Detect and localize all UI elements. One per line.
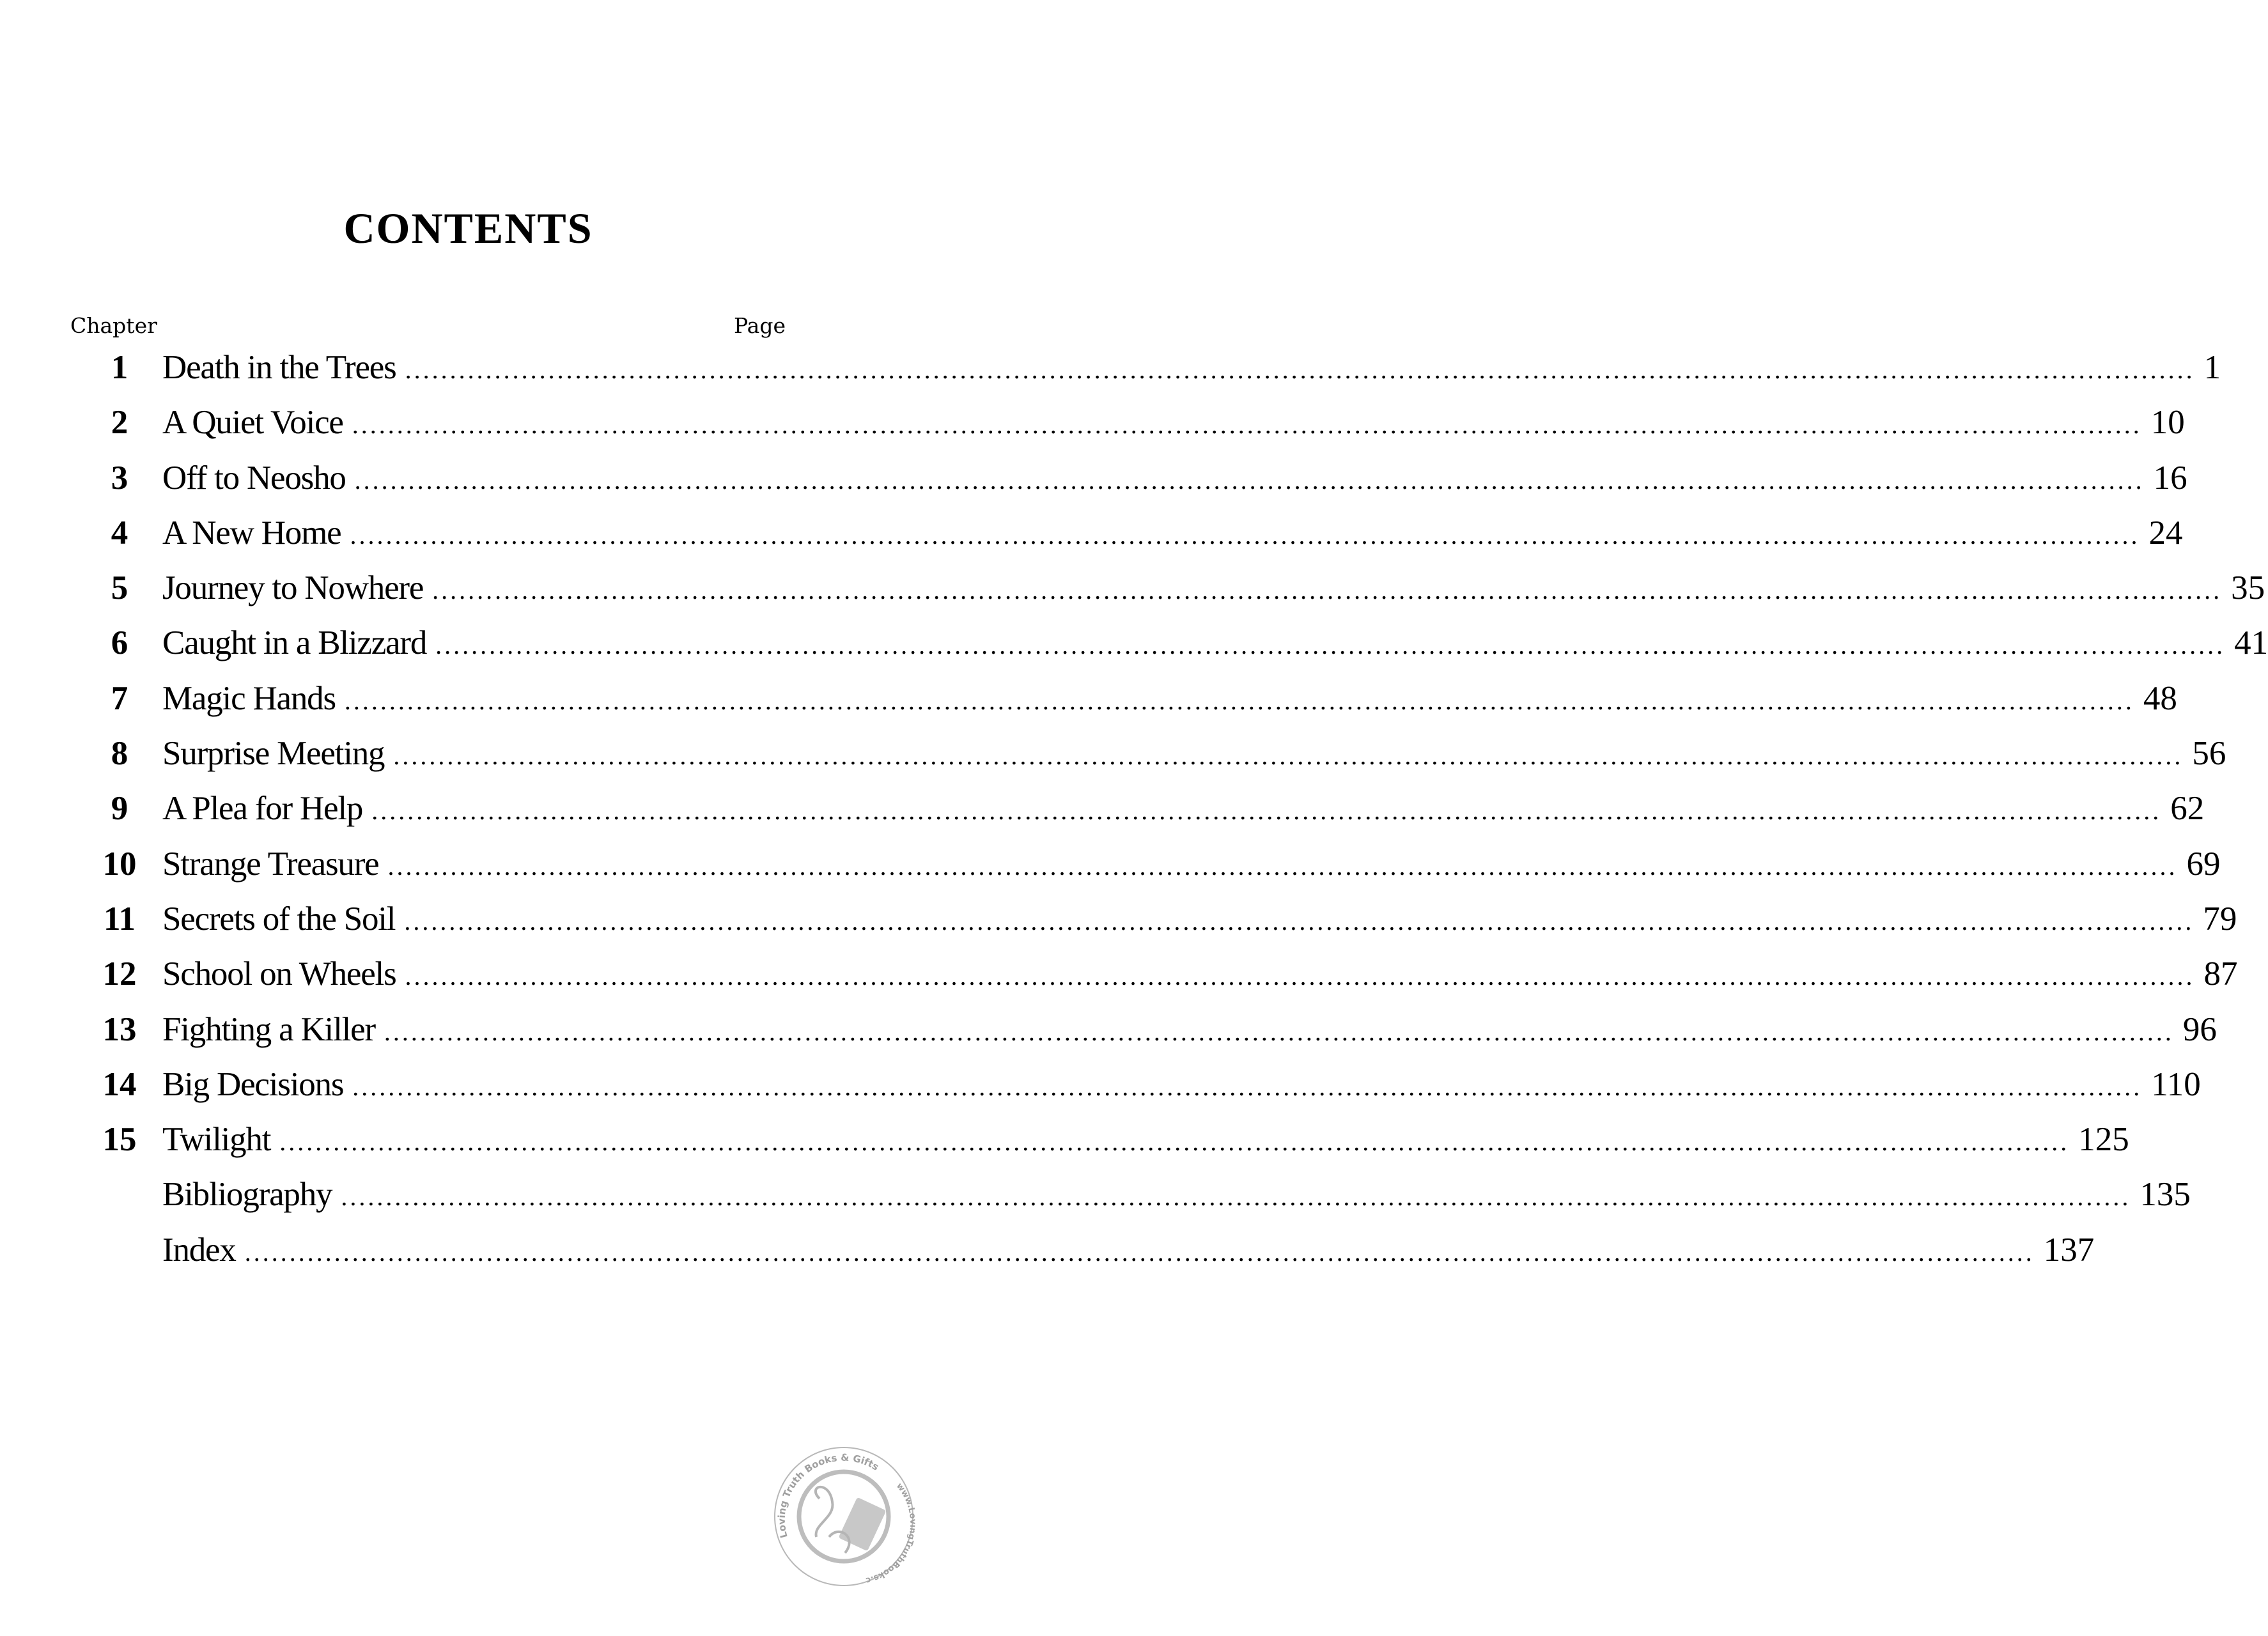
toc-entry [77, 679, 2177, 734]
page-number: 24 [2148, 514, 2183, 552]
toc-entry [77, 1231, 2095, 1286]
page-number: 10 [2150, 404, 2185, 442]
toc-entry [77, 1065, 2201, 1120]
toc-entry [77, 845, 2221, 900]
page-number: 79 [2203, 900, 2237, 938]
toc-entry [77, 734, 2226, 789]
page-number: 41 [2234, 624, 2268, 662]
chapter-title: Big Decisions [162, 1065, 344, 1103]
page-number: 1 [2203, 349, 2221, 386]
dot-leader: ........................................................................................................................................................................................................ [432, 576, 2223, 605]
watermark-text-right: www. gTruthBooks.c [864, 1481, 915, 1586]
toc-entry [77, 459, 2187, 514]
chapter-title: School on Wheels [162, 955, 396, 993]
watermark-seal-icon [768, 1441, 915, 1588]
chapter-title: A New Home [162, 514, 341, 552]
toc-entry [77, 569, 2265, 624]
toc-entry [77, 348, 2221, 403]
dot-leader: ........................................................................................................................................................................................................ [404, 906, 2194, 936]
chapter-title: Off to Neosho [162, 459, 346, 497]
chapter-title: Strange Treasure [162, 845, 379, 883]
chapter-number: 6 [111, 624, 128, 662]
page-number: 69 [2186, 845, 2221, 883]
chapter-title: Secrets of the Soil [162, 900, 396, 938]
dot-leader: ........................................................................................................................................................................................................ [405, 962, 2195, 991]
toc-entry [77, 624, 2268, 679]
dot-leader: ........................................................................................................................................................................................................ [371, 796, 2162, 826]
page-number: 135 [2140, 1176, 2191, 1214]
chapter-title: Bibliography [162, 1176, 332, 1214]
chapter-title: Twilight [162, 1121, 271, 1159]
toc-entry [77, 900, 2237, 955]
table-of-contents [77, 348, 2268, 1286]
chapter-column-header: Chapter [70, 313, 157, 338]
watermark-stamp [768, 1441, 915, 1588]
chapter-title: Magic Hands [162, 679, 336, 717]
page-number: 48 [2143, 679, 2177, 717]
chapter-number: 4 [111, 514, 128, 552]
chapter-title: Surprise Meeting [162, 735, 385, 773]
page-number: 56 [2192, 735, 2226, 773]
watermark-text-left: Loving Truth Books & Gifts [775, 1451, 881, 1540]
page-number: 110 [2151, 1065, 2201, 1103]
chapter-number: 11 [103, 900, 136, 938]
page-number: 16 [2153, 459, 2187, 497]
toc-entry [77, 955, 2238, 1010]
toc-entry [77, 1175, 2191, 1230]
dot-leader: ........................................................................................................................................................................................................ [244, 1237, 2035, 1267]
page-number: 125 [2078, 1121, 2129, 1159]
chapter-title: Index [162, 1231, 236, 1269]
chapter-number: 8 [111, 735, 128, 773]
chapter-number: 10 [102, 845, 137, 883]
chapter-number: 15 [102, 1121, 137, 1159]
chapter-number: 12 [102, 955, 137, 993]
page-number: 137 [2043, 1231, 2095, 1269]
chapter-number: 2 [111, 404, 128, 442]
dot-leader: ........................................................................................................................................................................................................ [279, 1127, 2070, 1157]
chapter-number: 5 [111, 569, 128, 607]
dot-leader: ........................................................................................................................................................................................................ [344, 686, 2134, 715]
chapter-number: 14 [102, 1065, 137, 1103]
page-title: CONTENTS [343, 204, 593, 252]
chapter-title: A Plea for Help [162, 790, 363, 828]
chapter-title: Caught in a Blizzard [162, 624, 427, 662]
dot-leader: ........................................................................................................................................................................................................ [354, 465, 2145, 495]
toc-entry [77, 789, 2205, 844]
page-column-header: Page [733, 313, 786, 338]
dot-leader: ........................................................................................................................................................................................................ [350, 520, 2140, 550]
dot-leader: ........................................................................................................................................................................................................ [384, 1017, 2174, 1046]
dot-leader: ........................................................................................................................................................................................................ [352, 410, 2142, 440]
chapter-title: Journey to Nowhere [162, 569, 424, 607]
toc-entry [77, 403, 2185, 458]
chapter-title: A Quiet Voice [162, 404, 343, 442]
chapter-number: 3 [111, 459, 128, 497]
chapter-title: Fighting a Killer [162, 1010, 375, 1048]
page-number: 87 [2203, 955, 2238, 993]
page-number: 35 [2231, 569, 2265, 607]
chapter-number: 9 [111, 790, 128, 828]
dot-leader: ........................................................................................................................................................................................................ [405, 355, 2195, 384]
chapter-number: 1 [111, 349, 128, 386]
chapter-title: Death in the Trees [162, 349, 396, 386]
chapter-number: 7 [111, 679, 128, 717]
toc-entry [77, 1010, 2217, 1065]
dot-leader: ........................................................................................................................................................................................................ [387, 851, 2178, 881]
page-number: 62 [2170, 790, 2205, 828]
dot-leader: ........................................................................................................................................................................................................ [341, 1182, 2131, 1212]
dot-leader: ........................................................................................................................................................................................................ [352, 1072, 2143, 1101]
page-number: 96 [2182, 1010, 2217, 1048]
toc-entry [77, 1120, 2129, 1175]
dot-leader: ........................................................................................................................................................................................................ [393, 741, 2184, 771]
dot-leader: ........................................................................................................................................................................................................ [435, 631, 2226, 660]
toc-entry [77, 514, 2183, 569]
chapter-number: 13 [102, 1010, 137, 1048]
